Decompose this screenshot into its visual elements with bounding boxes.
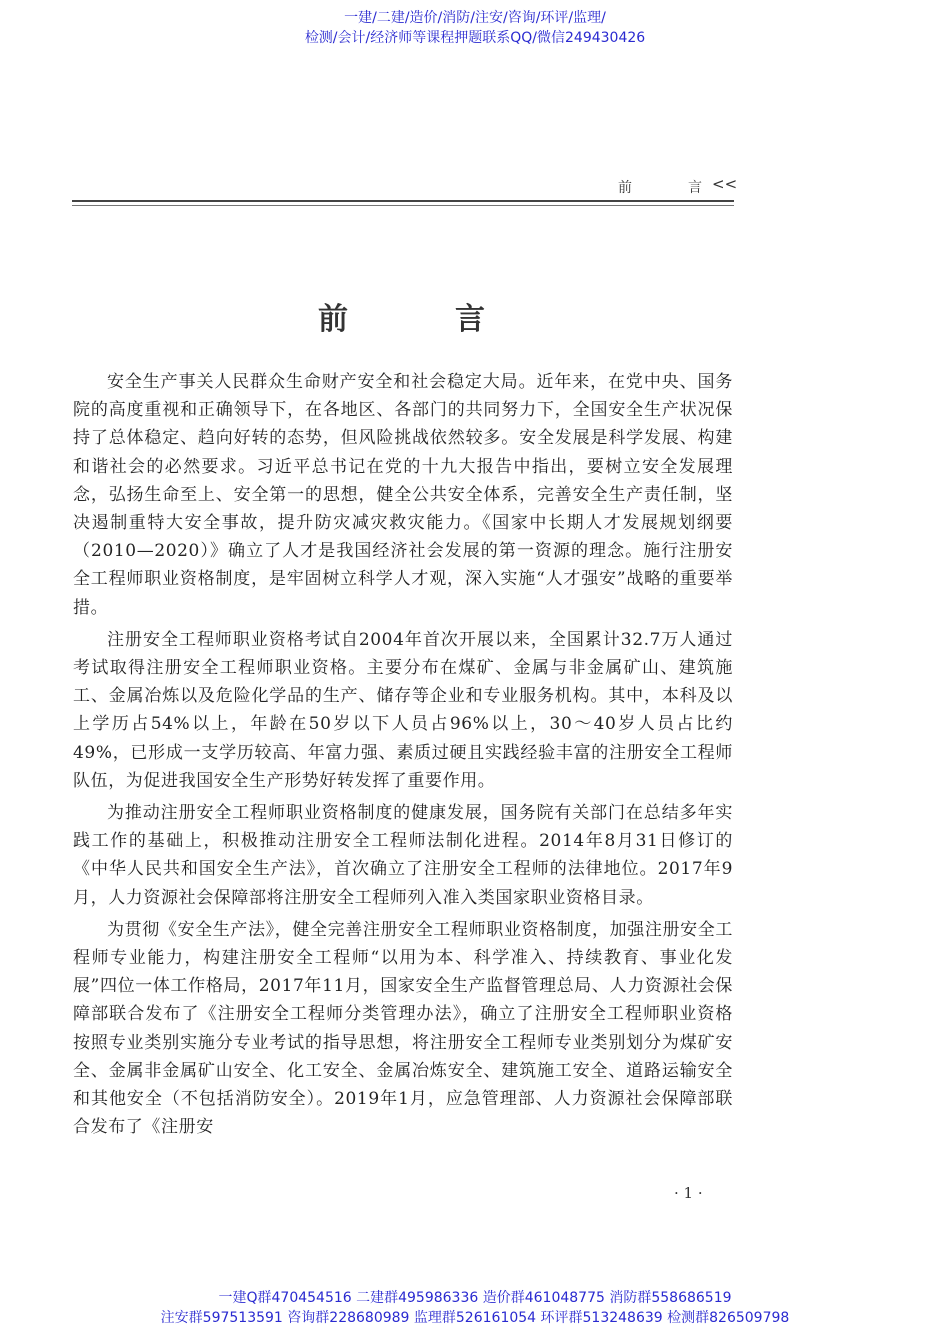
page-number: · 1 · bbox=[674, 1184, 703, 1202]
promo-header-line-2: 检测/会计/经济师等课程押题联系QQ/微信249430426 bbox=[304, 30, 646, 46]
header-rule-thick bbox=[72, 200, 734, 202]
paragraph: 注册安全工程师职业资格考试自2004年首次开展以来，全国累计32.7万人通过考试取得注册安全工程师职业资格。主要分布在煤矿、金属与非金属矿山、建筑施工、金属冶炼以及危险化学品的生产、储存等企业和专业服务机构。其中，本科及以上学历占54%以上，年龄在50岁以下人员占96%以上，30～40岁人员占比约49%，已形成一支学历较高、年富力强、素质过硬且实践经验丰富的注册安全工程师队伍，为促进我国安全生产形势好转发挥了重要作用。 bbox=[73, 629, 733, 791]
promo-footer-line-2: 注安群597513591 咨询群228680989 监理群526161054 环评群513248639 检测群826509798 bbox=[160, 1310, 790, 1326]
running-head-mark: << bbox=[712, 175, 738, 193]
page-title-char-2: 言 bbox=[455, 302, 485, 337]
paragraph: 安全生产事关人民群众生命财产安全和社会稳定大局。近年来，在党中央、国务院的高度重视和正确领导下，在各地区、各部门的共同努力下，全国安全生产状况保持了总体稳定、趋向好转的态势，但风险挑战依然较多。安全发展是科学发展、构建和谐社会的必然要求。习近平总书记在党的十九大报告中指出，要树立安全发展理念，弘扬生命至上、安全第一的思想，健全公共安全体系，完善安全生产责任制，坚决遏制重特大安全事故，提升防灾减灾救灾能力。《国家中长期人才发展规划纲要（2010—2020）》确立了人才是我国经济社会发展的第一资源的理念。施行注册安全工程师职业资格制度，是牢固树立科学人才观，深入实施“人才强安”战略的重要举措。 bbox=[73, 372, 733, 618]
promo-header-line-1: 一建/二建/造价/消防/注安/咨询/环评/监理/ bbox=[344, 10, 606, 26]
paragraph: 为推动注册安全工程师职业资格制度的健康发展，国务院有关部门在总结多年实践工作的基础上，积极推动注册安全工程师法制化进程。2014年8月31日修订的《中华人民共和国安全生产法》，首次确立了注册安全工程师的法律地位。2017年9月，人力资源社会保障部将注册安全工程师列入准入类国家职业资格目录。 bbox=[73, 803, 733, 908]
running-head-char-2: 言 bbox=[688, 180, 702, 196]
body-text bbox=[73, 368, 733, 1145]
header-rule-thin bbox=[72, 205, 734, 206]
running-head-char-1: 前 bbox=[618, 180, 632, 196]
promo-footer-line-1: 一建Q群470454516 二建群495986336 造价群461048775 消防群558686519 bbox=[218, 1290, 732, 1306]
page-title-char-1: 前 bbox=[318, 302, 348, 337]
paragraph: 为贯彻《安全生产法》，健全完善注册安全工程师职业资格制度，加强注册安全工程师专业能力，构建注册安全工程师“以用为本、科学准入、持续教育、事业化发展”四位一体工作格局，2017年11月，国家安全生产监督管理总局、人力资源社会保障部联合发布了《注册安全工程师分类管理办法》，确立了注册安全工程师职业资格按照专业类别实施分专业考试的指导思想，将注册安全工程师专业类别划分为煤矿安全、金属非金属矿山安全、化工安全、金属冶炼安全、建筑施工安全、道路运输安全和其他安全（不包括消防安全）。2019年1月，应急管理部、人力资源社会保障部联合发布了《注册安 bbox=[73, 919, 733, 1138]
